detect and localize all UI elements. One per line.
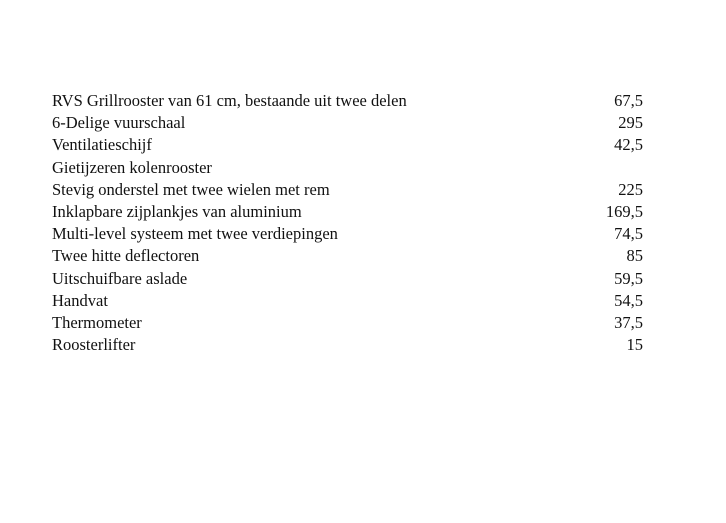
item-name: Thermometer (52, 312, 142, 332)
list-item (52, 134, 643, 156)
item-price: 169,5 (605, 201, 643, 221)
item-price: 37,5 (614, 312, 643, 332)
item-name: 6-Delige vuurschaal (52, 113, 186, 133)
item-price: 15 (626, 335, 643, 355)
item-name: Uitschuifbare aslade (52, 268, 188, 288)
list-item (52, 157, 643, 179)
item-name: Handvat (52, 290, 108, 310)
item-price: 295 (618, 113, 643, 133)
item-name: Roosterlifter (52, 335, 136, 355)
item-price: 85 (626, 246, 643, 266)
list-item (52, 179, 643, 201)
item-name: RVS Grillrooster van 61 cm, bestaande uit twee delen (52, 91, 407, 110)
item-name: Ventilatieschijf (52, 135, 152, 155)
list-item (52, 223, 643, 245)
item-price: 67,5 (614, 91, 643, 110)
item-name: Stevig onderstel met twee wielen met rem (52, 179, 330, 199)
list-item (52, 201, 643, 223)
price-list (52, 90, 643, 356)
item-name: Gietijzeren kolenrooster (52, 157, 212, 177)
item-price: 42,5 (614, 135, 643, 155)
list-item (52, 312, 643, 334)
list-item (52, 90, 643, 112)
item-price: 59,5 (614, 268, 643, 288)
list-item (52, 290, 643, 312)
item-name: Twee hitte deflectoren (52, 246, 200, 266)
item-price: 54,5 (614, 290, 643, 310)
item-name: Inklapbare zijplankjes van aluminium (52, 201, 302, 221)
list-item (52, 268, 643, 290)
item-price: 74,5 (614, 224, 643, 244)
list-item (52, 112, 643, 134)
item-name: Multi-level systeem met twee verdiepingen (52, 224, 338, 244)
list-item (52, 334, 643, 356)
item-price: 225 (618, 179, 643, 199)
list-item (52, 245, 643, 267)
